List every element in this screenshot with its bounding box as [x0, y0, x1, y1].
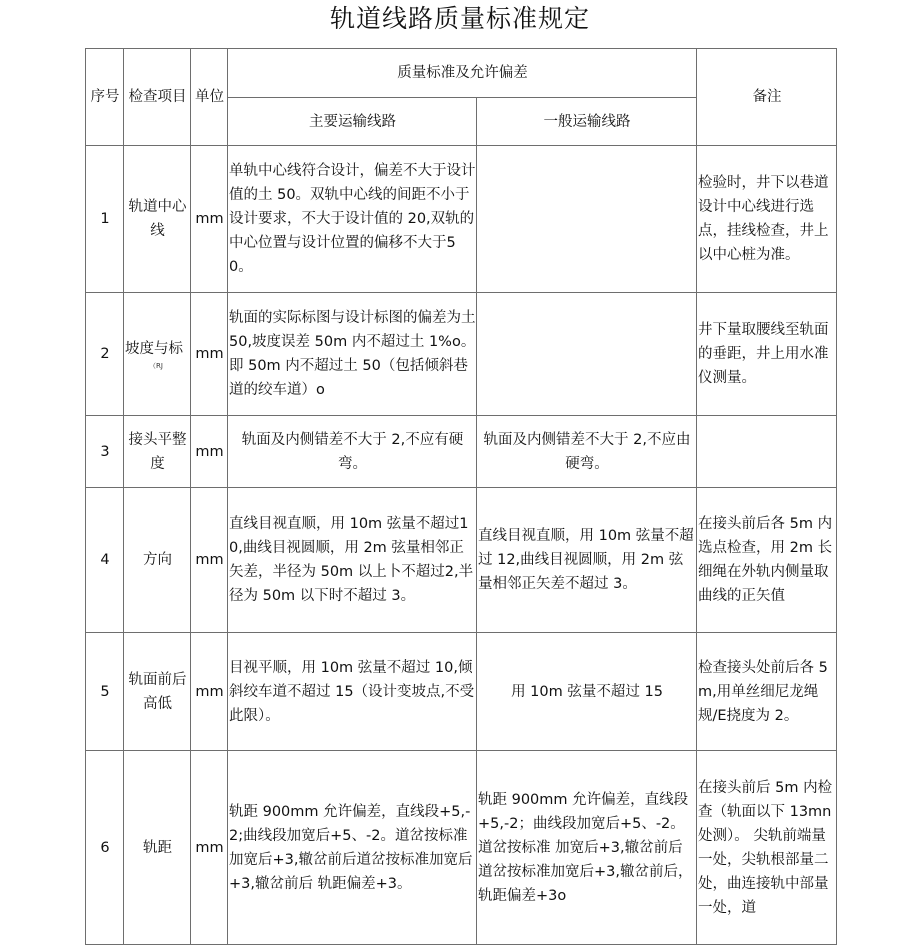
- row-seq: 2: [86, 293, 124, 416]
- row-remark: 井下量取腰线至轨面的垂距，井上用水准仪测量。: [697, 293, 837, 416]
- header-standard: 质量标准及允许偏差: [228, 49, 697, 98]
- row-seq: 1: [86, 146, 124, 293]
- table-row: [86, 416, 837, 488]
- row-item: 方向: [124, 488, 191, 633]
- page-title: 轨道线路质量标准规定: [329, 4, 590, 33]
- table-row: [86, 146, 837, 293]
- row-remark: [697, 416, 837, 488]
- row-item-sublabel: （RJ: [149, 362, 163, 370]
- row-item: 轨距: [124, 751, 191, 945]
- row-main-standard: 单轨中心线符合设计，偏差不大于设计值的土 50。双轨中心线的间距不小于设计要求，不大于设计值的 20,双轨的中心位置与设计位置的偏移不大于50。: [228, 146, 477, 293]
- row-unit: mm: [191, 146, 228, 293]
- row-remark: 在接头前后 5m 内检查（轨面以下 13mn 处测）。 尖轨前端量一处，尖轨根部量二处，曲连接轨中部量一处，道: [697, 751, 837, 945]
- row-seq: 6: [86, 751, 124, 945]
- table-row: [86, 293, 837, 416]
- row-main-standard: 轨距 900mm 允许偏差，直线段+5,-2;曲线段加宽后+5、-2。道岔按标准加宽后+3,辙岔前后道岔按标准加宽后+3,辙岔前后 轨距偏差+3。: [228, 751, 477, 945]
- header-seq: 序号: [86, 49, 124, 146]
- row-unit: mm: [191, 416, 228, 488]
- row-general-standard: 直线目视直顺，用 10m 弦量不超过 12,曲线目视圆顺，用 2m 弦量相邻正矢差不超过 3。: [477, 488, 697, 633]
- row-item-label: 坡度与标: [125, 341, 183, 357]
- row-main-standard: 直线目视直顺，用 10m 弦量不超过10,曲线目视圆顺，用 2m 弦量相邻正矢差，半径为 50m 以上卜不超过2,半径为 50m 以下时不超过 3。: [228, 488, 477, 633]
- header-main-line: 主要运输线路: [228, 98, 477, 146]
- table-row: [86, 488, 837, 633]
- row-seq: 3: [86, 416, 124, 488]
- row-unit: mm: [191, 633, 228, 751]
- header-general-line: 一般运输线路: [477, 98, 697, 146]
- row-remark: 检查接头处前后各 5m,用单丝细尼龙绳规/E挠度为 2。: [697, 633, 837, 751]
- row-remark: 检验时，井下以巷道设计中心线进行选点，挂线检查，井上以中心桩为准。: [697, 146, 837, 293]
- table-row: [86, 633, 837, 751]
- row-unit: mm: [191, 293, 228, 416]
- row-item: [124, 293, 191, 416]
- row-general-standard: 轨面及内侧错差不大于 2,不应由硬弯。: [477, 416, 697, 488]
- row-item: 接头平整度: [124, 416, 191, 488]
- row-seq: 5: [86, 633, 124, 751]
- row-main-standard: 目视平顺，用 10m 弦量不超过 10,倾斜绞车道不超过 15（设计变坡点,不受此限）。: [228, 633, 477, 751]
- header-item: 检查项目: [124, 49, 191, 146]
- row-unit: mm: [191, 751, 228, 945]
- row-unit: mm: [191, 488, 228, 633]
- row-remark: 在接头前后各 5m 内选点检查，用 2m 长细绳在外轨内侧量取曲线的正矢值: [697, 488, 837, 633]
- row-general-standard: [477, 146, 697, 293]
- row-main-standard: 轨面及内侧错差不大于 2,不应有硬弯。: [228, 416, 477, 488]
- table-row: [86, 751, 837, 945]
- row-general-standard: [477, 293, 697, 416]
- row-item: 轨面前后高低: [124, 633, 191, 751]
- row-item: 轨道中心线: [124, 146, 191, 293]
- quality-standard-table: [85, 48, 837, 945]
- row-general-standard: 轨距 900mm 允许偏差，直线段+5,-2；曲线段加宽后+5、-2。道岔按标准 加宽后+3,辙岔前后道岔按标准加宽后+3,辙岔前后，轨距偏差+3o: [477, 751, 697, 945]
- row-seq: 4: [86, 488, 124, 633]
- header-row: [86, 49, 837, 98]
- row-main-standard: 轨面的实际标图与设计标图的偏差为土 50,坡度误差 50m 内不超过土 1%o。即 50m 内不超过土 50（包括倾斜巷道的绞车道）o: [228, 293, 477, 416]
- header-unit: 单位: [191, 49, 228, 146]
- row-general-standard: 用 10m 弦量不超过 15: [477, 633, 697, 751]
- header-remark: 备注: [697, 49, 837, 146]
